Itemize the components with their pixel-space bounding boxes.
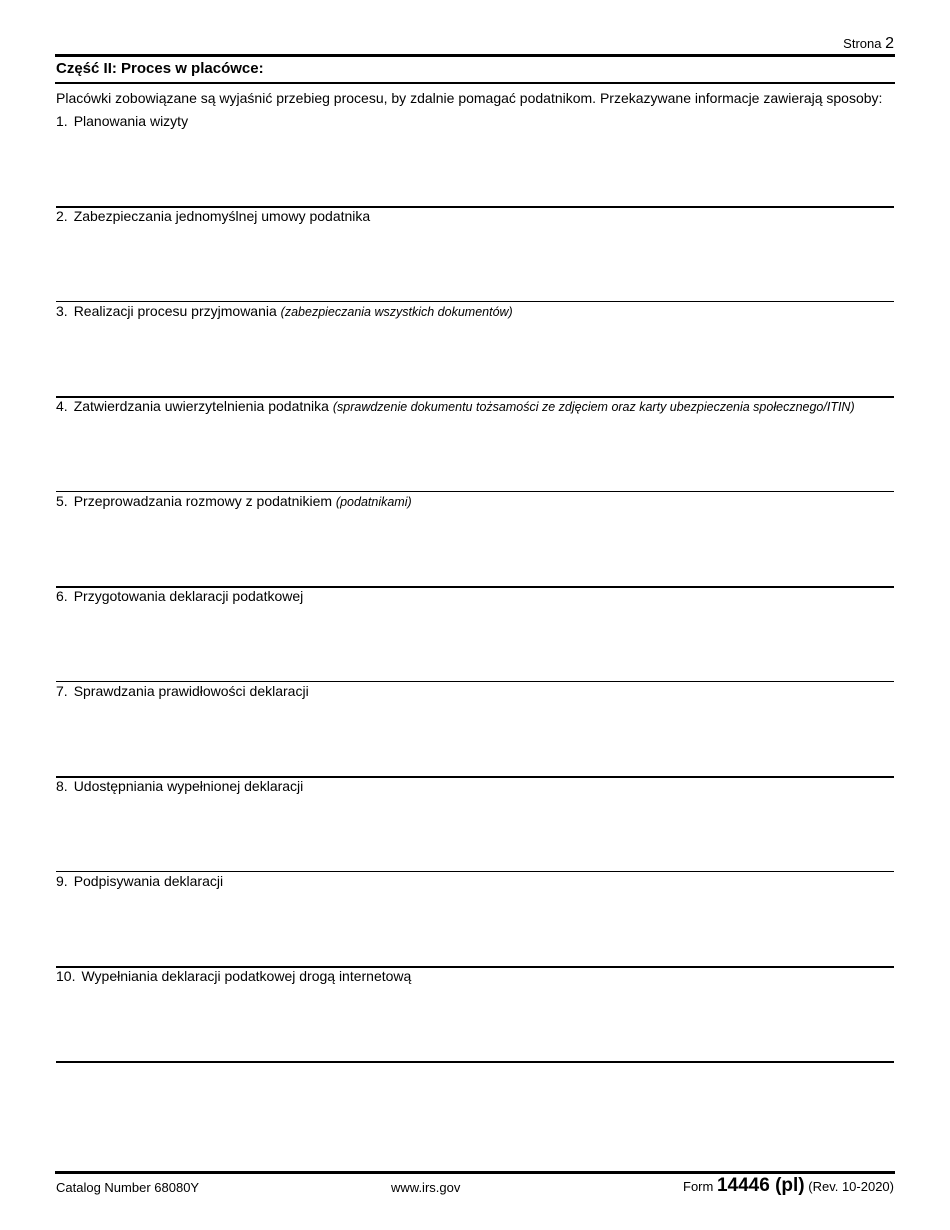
- answer-area[interactable]: [56, 228, 894, 300]
- title-rule: [55, 82, 895, 84]
- process-item-number: 7.: [56, 683, 68, 699]
- answer-area[interactable]: [56, 323, 894, 395]
- section-rule: [56, 871, 894, 872]
- part-title: Część II: Proces w placówce:: [56, 60, 264, 77]
- section-rule: [56, 681, 894, 682]
- process-item-note: (zabezpieczania wszystkich dokumentów): [280, 305, 513, 319]
- process-item-number: 3.: [56, 303, 68, 319]
- process-item-text: Przygotowania deklaracji podatkowej: [73, 588, 304, 604]
- process-item-number: 10.: [56, 968, 76, 984]
- process-item-number: 9.: [56, 873, 68, 889]
- answer-area[interactable]: [56, 133, 894, 205]
- section-rule: [56, 491, 894, 492]
- process-item-text: Zabezpieczania jednomyślnej umowy podatnika: [73, 208, 371, 224]
- process-item-4: [56, 398, 894, 493]
- process-item-label: [56, 778, 303, 794]
- top-rule: [55, 54, 895, 57]
- process-item-text: Zatwierdzania uwierzytelnienia podatnika: [73, 398, 329, 414]
- process-item-3: [56, 303, 894, 398]
- process-item-7: [56, 683, 894, 778]
- process-item-number: 2.: [56, 208, 68, 224]
- process-item-text: Podpisywania deklaracji: [73, 873, 224, 889]
- process-item-note: (sprawdzenie dokumentu tożsamości ze zdjęciem oraz karty ubezpieczenia społecznego/ITIN): [332, 400, 855, 414]
- process-item-text: Realizacji procesu przyjmowania: [73, 303, 277, 319]
- process-item-label: [56, 208, 370, 224]
- process-item-label: [56, 493, 412, 509]
- process-item-number: 1.: [56, 113, 68, 129]
- answer-area[interactable]: [56, 988, 894, 1060]
- process-item-8: [56, 778, 894, 873]
- process-item-text: Wypełniania deklaracji podatkowej drogą internetową: [81, 968, 412, 984]
- section-rule: [56, 301, 894, 302]
- intro-text: Placówki zobowiązane są wyjaśnić przebieg procesu, by zdalnie pomagać podatnikom. Przekazywane informacje zawierają sposoby:: [56, 90, 883, 106]
- footer-rule: [55, 1171, 895, 1174]
- process-item-2: [56, 208, 894, 303]
- answer-area[interactable]: [56, 893, 894, 965]
- form-identifier: [683, 1175, 894, 1197]
- process-item-text: Udostępniania wypełnionej deklaracji: [73, 778, 304, 794]
- page-label: Strona: [843, 36, 882, 51]
- page-number: [843, 35, 894, 53]
- process-item-label: [56, 588, 303, 604]
- page-number-value: 2: [885, 35, 894, 52]
- process-item-9: [56, 873, 894, 968]
- process-item-number: 5.: [56, 493, 68, 509]
- process-item-label: [56, 683, 309, 699]
- section-rule: [56, 1061, 894, 1063]
- process-item-text: Sprawdzania prawidłowości deklaracji: [73, 683, 309, 699]
- answer-area[interactable]: [56, 703, 894, 775]
- process-item-10: [56, 968, 894, 1063]
- form-prefix: Form: [683, 1179, 714, 1194]
- answer-area[interactable]: [56, 418, 894, 490]
- website-link[interactable]: www.irs.gov: [391, 1180, 461, 1195]
- process-item-text: Przeprowadzania rozmowy z podatnikiem: [73, 493, 333, 509]
- process-item-label: [56, 873, 223, 889]
- answer-area[interactable]: [56, 608, 894, 680]
- process-item-text: Planowania wizyty: [73, 113, 189, 129]
- process-item-number: 8.: [56, 778, 68, 794]
- process-item-5: [56, 493, 894, 588]
- process-item-label: [56, 968, 411, 984]
- form-revision: (Rev. 10-2020): [808, 1179, 894, 1194]
- process-item-6: [56, 588, 894, 683]
- process-item-label: [56, 303, 513, 319]
- catalog-number: Catalog Number 68080Y: [56, 1180, 200, 1195]
- process-item-number: 6.: [56, 588, 68, 604]
- process-item-label: [56, 113, 188, 129]
- process-item-1: [56, 113, 894, 208]
- process-item-number: 4.: [56, 398, 68, 414]
- answer-area[interactable]: [56, 513, 894, 585]
- process-item-label: [56, 398, 855, 414]
- answer-area[interactable]: [56, 798, 894, 870]
- form-number: 14446 (pl): [716, 1175, 805, 1196]
- process-item-note: (podatnikami): [335, 495, 412, 509]
